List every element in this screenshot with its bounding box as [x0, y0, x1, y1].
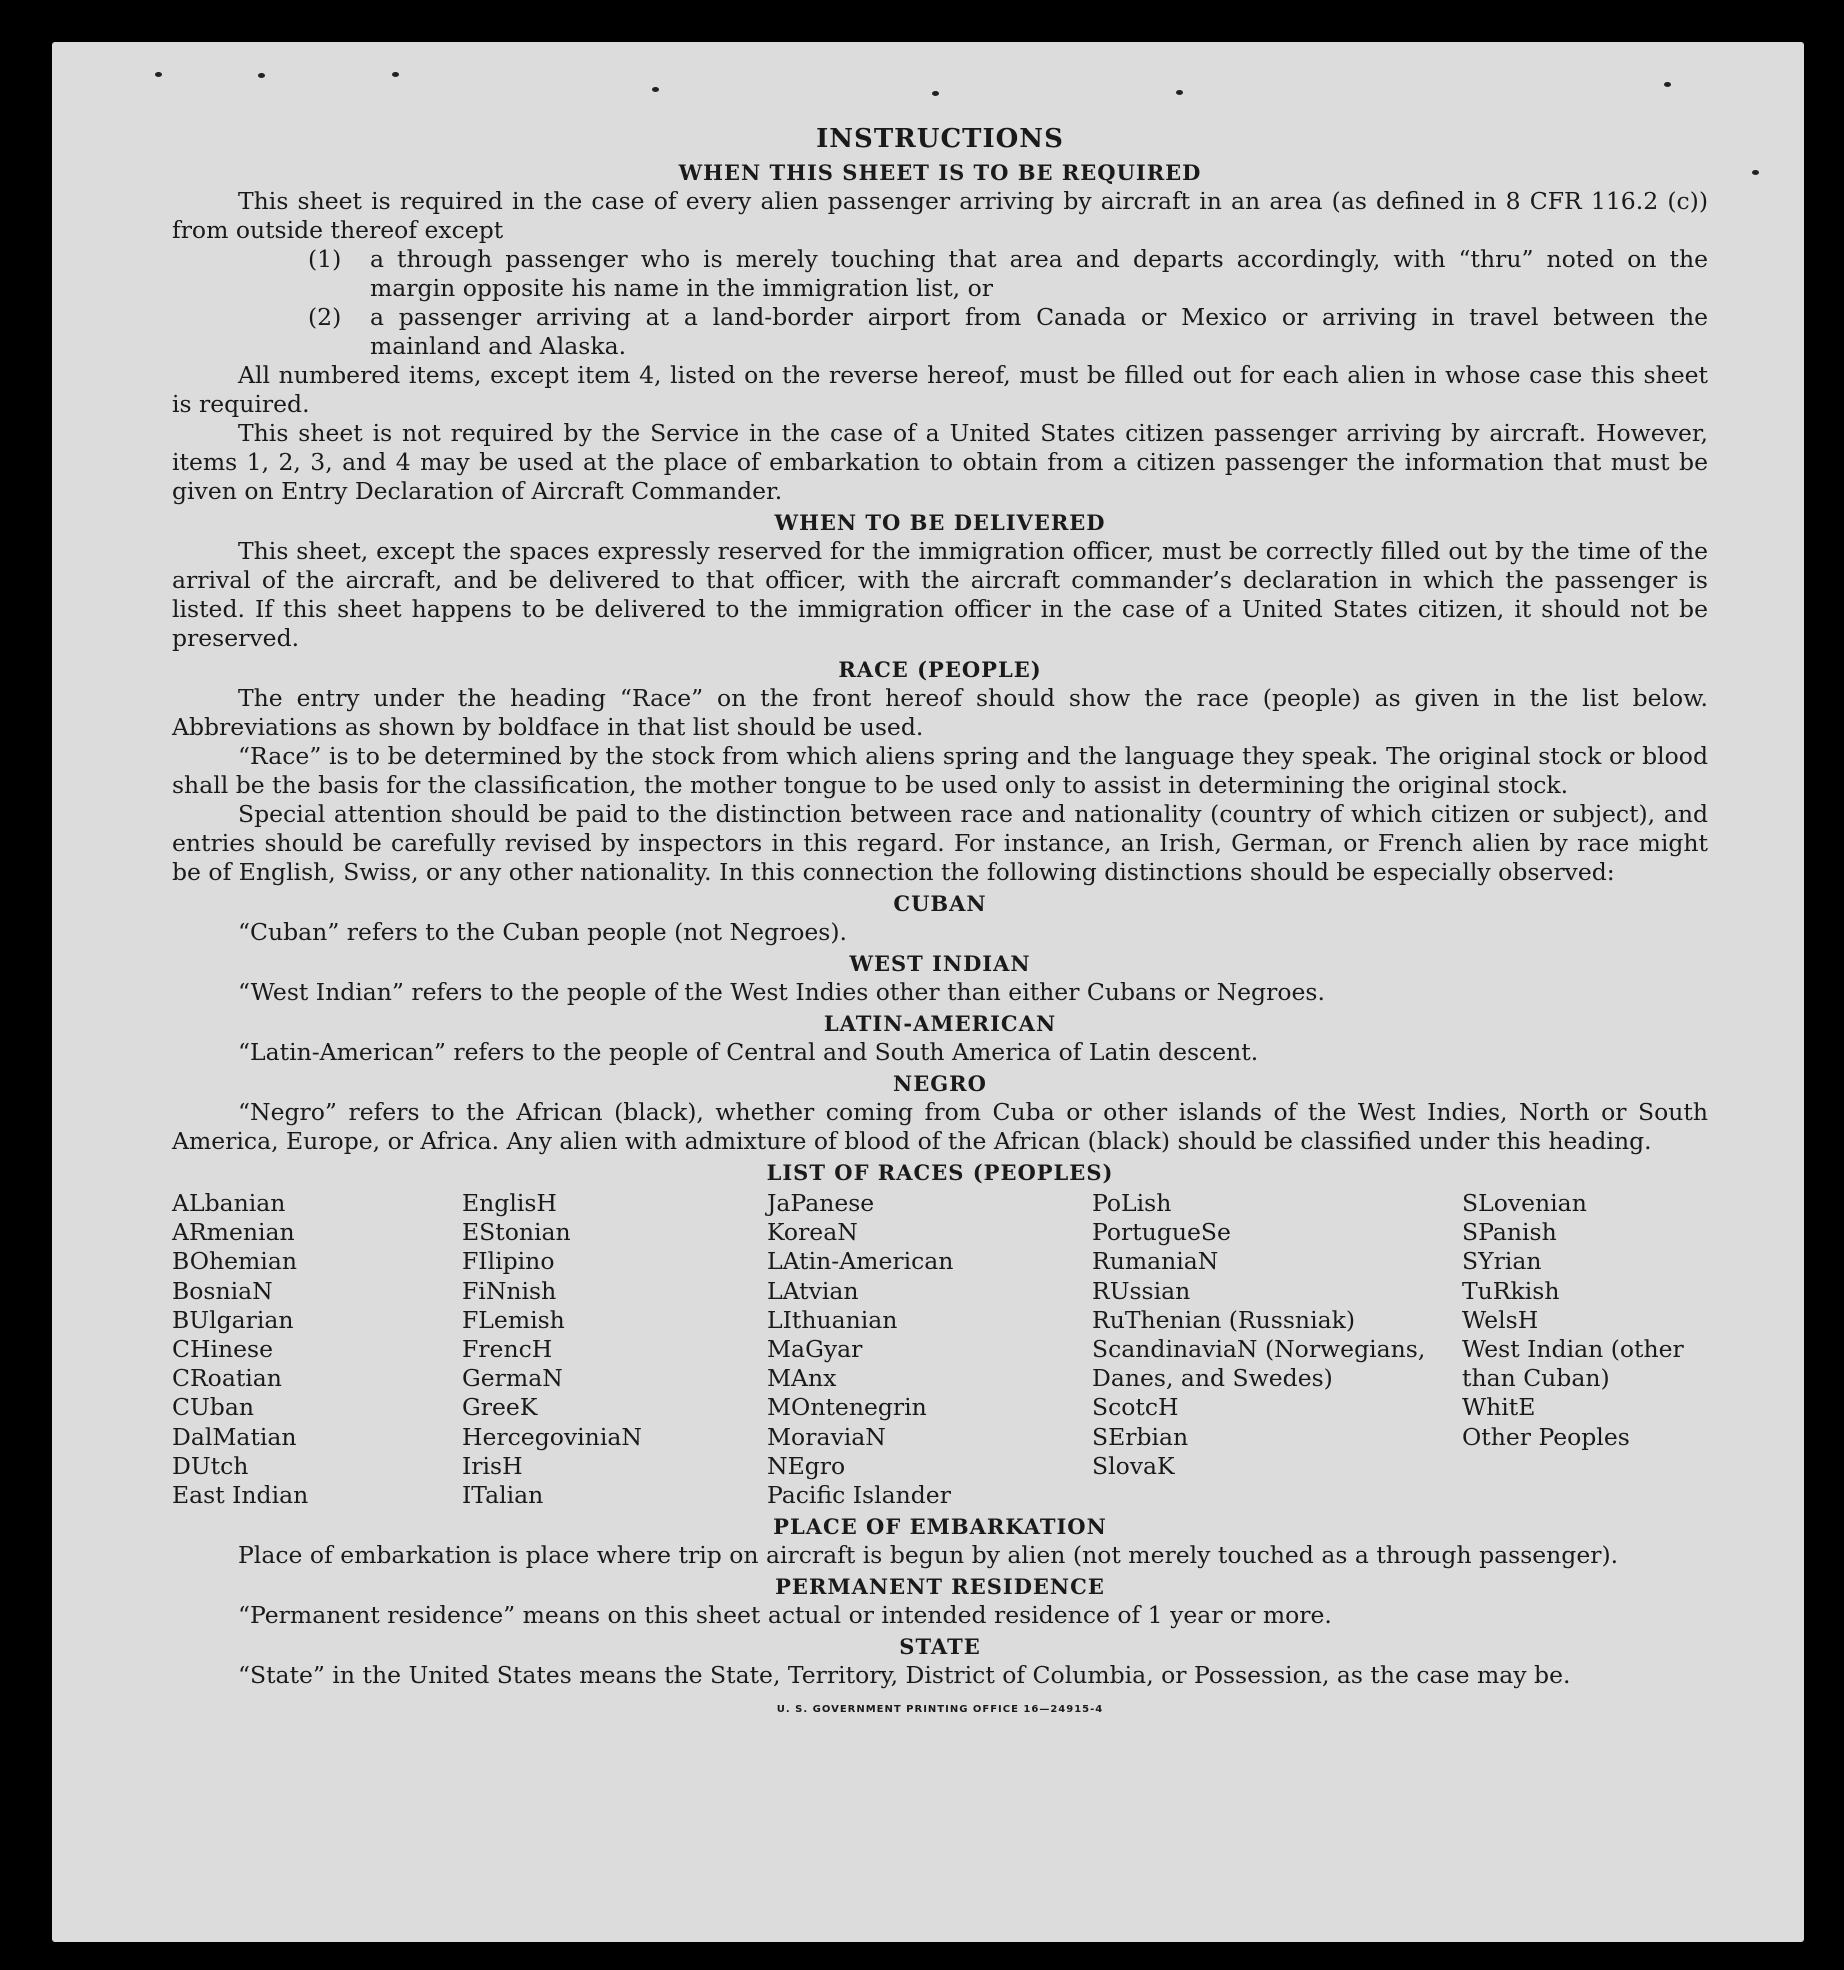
race-entry: FIlipino: [462, 1247, 555, 1276]
race-entry: SYrian: [1462, 1247, 1542, 1276]
race-entry: MOntenegrin: [767, 1393, 927, 1422]
race-entry: ALbanian: [172, 1189, 286, 1217]
race-entry: CUban: [172, 1393, 254, 1422]
print-speck: [1664, 82, 1671, 87]
heading-west-indian: WEST INDIAN: [849, 951, 1031, 976]
race-entry: JaPanese: [767, 1189, 875, 1217]
race-entry: SPanish: [1462, 1218, 1557, 1247]
race-entry: CRoatian: [172, 1364, 282, 1393]
race-entry: Other Peoples: [1462, 1422, 1630, 1451]
race-entry: HercegoviniaN: [462, 1422, 642, 1451]
race-entry: ScandinaviaN (Norwegians, Danes, and Swedes): [1092, 1335, 1426, 1393]
race-list: [172, 1189, 1708, 1510]
race-entry: DUtch: [172, 1451, 249, 1480]
printing-office-footer: U. S. GOVERNMENT PRINTING OFFICE 16—24915-4: [776, 1704, 1104, 1716]
para-negro: “Negro” refers to the African (black), whether coming from Cuba or other islands of the West Indies, North or South America, Europe, or Africa. Any alien with admixture of blood of the African (black) should be classified under this heading.: [172, 1098, 1708, 1155]
race-entry: ARmenian: [172, 1218, 295, 1247]
race-entry: RUssian: [1092, 1276, 1191, 1305]
race-entry: BosniaN: [172, 1276, 273, 1305]
race-entry: West Indian (other than Cuban): [1462, 1335, 1684, 1393]
heading-latin-american: LATIN-AMERICAN: [823, 1011, 1057, 1036]
race-entry: TuRkish: [1462, 1276, 1560, 1305]
race-entry: CHinese: [172, 1335, 273, 1364]
print-speck: [652, 87, 659, 92]
para-when-required-intro: This sheet is required in the case of every alien passenger arriving by aircraft in an area (as defined in 8 CFR 116.2 (c)) from outside thereof except: [172, 187, 1708, 244]
heading-permanent-residence: PERMANENT RESIDENCE: [775, 1574, 1105, 1600]
heading-list-of-races: LIST OF RACES (PEOPLES): [766, 1160, 1114, 1185]
race-entry: MoraviaN: [767, 1422, 886, 1451]
exception-item-2: [308, 303, 1708, 361]
race-entry: KoreaN: [767, 1218, 858, 1247]
para-place-of-embarkation: Place of embarkation is place where trip on aircraft is begun by alien (not merely touched as a through passenger).: [238, 1541, 1619, 1570]
race-entry: FLemish: [462, 1305, 565, 1334]
race-column-3: [767, 1189, 1092, 1510]
exception-item-1-text: a through passenger who is merely touching that area and departs accordingly, with “thru” noted on the margin opposite his name in the immigration list, or: [370, 245, 1708, 302]
race-entry: SlovaK: [1092, 1451, 1175, 1480]
race-entry: RumaniaN: [1092, 1247, 1219, 1276]
race-entry: LIthuanian: [767, 1305, 898, 1334]
race-entry: EStonian: [462, 1218, 571, 1247]
race-entry: East Indian: [172, 1481, 309, 1510]
race-entry: MAnx: [767, 1364, 837, 1393]
race-entry: FrencH: [462, 1335, 553, 1364]
race-entry: ITalian: [462, 1481, 544, 1510]
para-west-indian: “West Indian” refers to the people of the West Indies other than either Cubans or Negroes.: [238, 978, 1325, 1006]
para-numbered-items: All numbered items, except item 4, listed on the reverse hereof, must be filled out for each alien in whose case this sheet is required.: [172, 361, 1708, 418]
race-entry: DalMatian: [172, 1422, 297, 1451]
print-speck: [1752, 170, 1759, 175]
para-citizen: This sheet is not required by the Service in the case of a United States citizen passenger arriving by aircraft. However, items 1, 2, 3, and 4 may be used at the place of embarkation to obtain from a citizen passenger the information that must be given on Entry Declaration of Aircraft Commander.: [172, 419, 1708, 505]
para-race-2: “Race” is to be determined by the stock from which aliens spring and the language they speak. The original stock or blood shall be the basis for the classification, the mother tongue to be used only to assist in determining the original stock.: [172, 742, 1708, 799]
race-entry: WhitE: [1462, 1393, 1536, 1422]
race-entry: WelsH: [1462, 1305, 1539, 1334]
race-entry: FiNnish: [462, 1276, 557, 1305]
race-entry: PortugueSe: [1092, 1218, 1231, 1247]
race-column-1: [172, 1189, 462, 1510]
print-speck: [258, 73, 265, 78]
print-speck: [1176, 90, 1183, 95]
para-when-delivered: This sheet, except the spaces expressly reserved for the immigration officer, must be correctly filled out by the time of the arrival of the aircraft, and be delivered to that officer, with the aircraft commander’s declaration in which the passenger is listed. If this sheet happens to be delivered to the immigration officer in the case of a United States citizen, it should not be preserved.: [172, 537, 1708, 652]
document-title: INSTRUCTIONS: [816, 124, 1064, 154]
race-entry: GermaN: [462, 1364, 563, 1393]
race-entry: BOhemian: [172, 1247, 297, 1276]
race-entry: SLovenian: [1462, 1189, 1587, 1217]
race-entry: GreeK: [462, 1393, 538, 1422]
exception-item-2-text: a passenger arriving at a land-border airport from Canada or Mexico or arriving in travel between the mainland and Alaska.: [370, 303, 1708, 360]
race-entry: ScotcH: [1092, 1393, 1179, 1422]
heading-when-required: WHEN THIS SHEET IS TO BE REQUIRED: [678, 160, 1202, 185]
para-race-1: The entry under the heading “Race” on the front hereof should show the race (people) as given in the list below. Abbreviations as shown by boldface in that list should be used.: [172, 684, 1708, 741]
para-latin-american: “Latin-American” refers to the people of Central and South America of Latin descent.: [238, 1038, 1259, 1066]
race-entry: MaGyar: [767, 1335, 863, 1364]
heading-place-of-embarkation: PLACE OF EMBARKATION: [773, 1514, 1107, 1540]
race-column-5: [1462, 1189, 1708, 1510]
para-permanent-residence: “Permanent residence” means on this sheet actual or intended residence of 1 year or more.: [238, 1601, 1332, 1630]
print-speck: [392, 72, 399, 77]
print-speck: [155, 72, 162, 77]
race-entry: IrisH: [462, 1451, 523, 1480]
heading-race: RACE (PEOPLE): [838, 657, 1042, 682]
heading-cuban: CUBAN: [893, 891, 987, 916]
document-sheet: [52, 42, 1804, 1942]
race-column-2: [462, 1189, 767, 1510]
para-state: “State” in the United States means the State, Territory, District of Columbia, or Possession, as the case may be.: [238, 1661, 1571, 1690]
race-entry: NEgro: [767, 1451, 846, 1480]
exception-item-1: [308, 245, 1708, 303]
para-cuban: “Cuban” refers to the Cuban people (not Negroes).: [238, 918, 848, 946]
exception-item-1-number: (1): [308, 245, 342, 273]
exception-item-2-number: (2): [308, 303, 342, 331]
race-entry: LAtin-American: [767, 1247, 954, 1276]
race-entry: Pacific Islander: [767, 1481, 951, 1510]
race-entry: BUlgarian: [172, 1305, 294, 1334]
print-speck: [932, 91, 939, 96]
race-entry: RuThenian (Russniak): [1092, 1305, 1355, 1334]
race-entry: LAtvian: [767, 1276, 859, 1305]
race-entry: EnglisH: [462, 1189, 557, 1217]
heading-when-delivered: WHEN TO BE DELIVERED: [774, 510, 1106, 535]
instructions-body: [172, 124, 1708, 1715]
race-column-4: [1092, 1189, 1462, 1510]
race-entry: PoLish: [1092, 1189, 1172, 1217]
para-race-3: Special attention should be paid to the distinction between race and nationality (country of which citizen or subject), and entries should be carefully revised by inspectors in this regard. For instance, an Irish, German, or French alien by race might be of English, Swiss, or any other nationality. In this connection the following distinctions should be especially observed:: [172, 800, 1708, 886]
heading-state: STATE: [899, 1634, 981, 1660]
heading-negro: NEGRO: [893, 1071, 987, 1096]
race-entry: SErbian: [1092, 1422, 1189, 1451]
